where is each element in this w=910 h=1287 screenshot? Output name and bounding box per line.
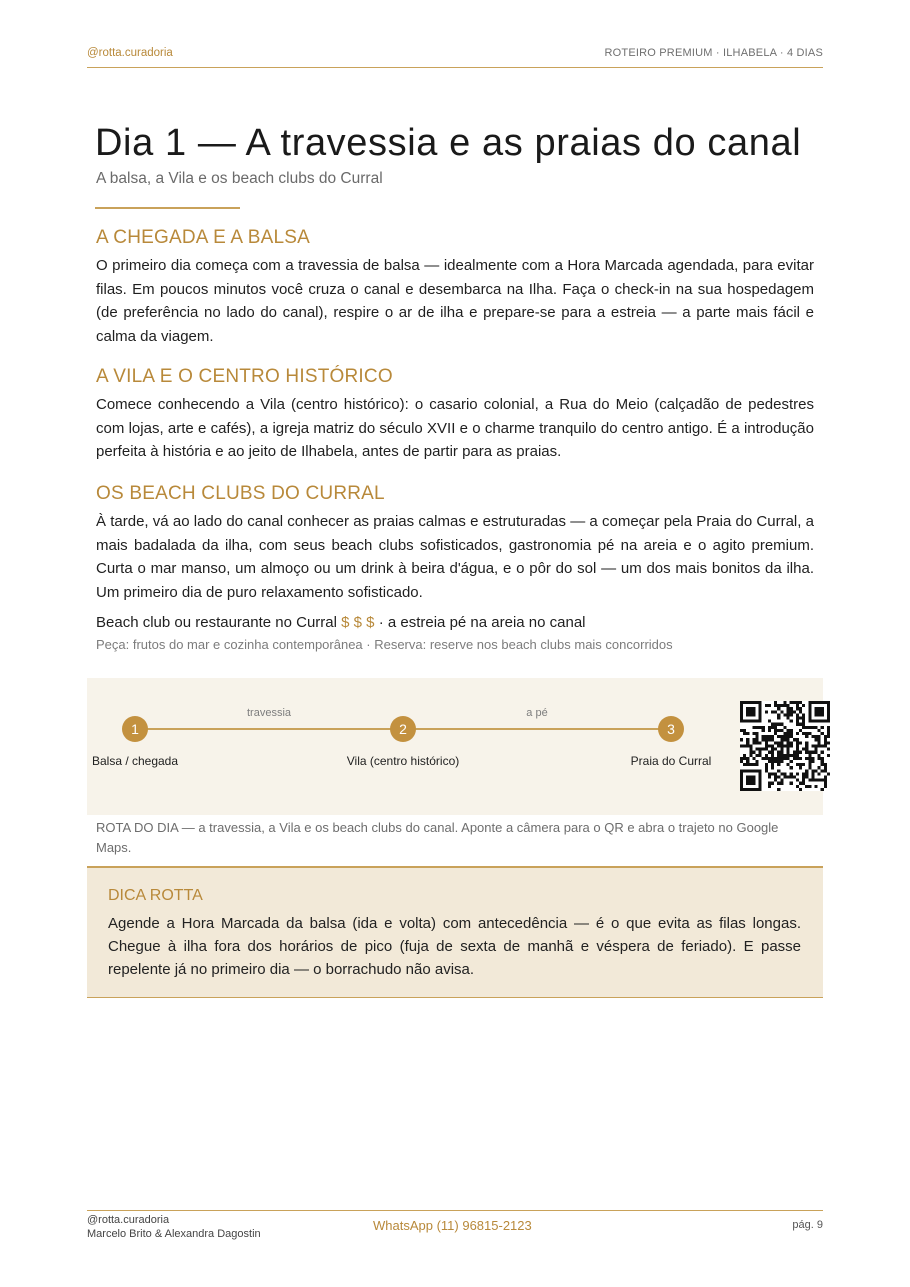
route-stop-marker-2: 2	[390, 716, 416, 742]
section-heading-arrival: A CHEGADA E A BALSA	[96, 227, 310, 248]
route-leg-label-2: a pé	[526, 707, 548, 719]
tip-body: Agende a Hora Marcada da balsa (ida e volta) com antecedência — é o que evita as filas longas. Chegue à ilha fora dos horários de pico (fuja de sexta de manhã e véspera de feriado). E passe repelente já no primeiro dia — o borrachudo não avisa.	[108, 915, 801, 978]
page-header	[87, 44, 823, 68]
qr-code-icon[interactable]	[740, 701, 830, 791]
header-doc-title: ROTEIRO PREMIUM · ILHABELA · 4 DIAS	[604, 47, 823, 59]
section-heading-beach-clubs: OS BEACH CLUBS DO CURRAL	[96, 483, 385, 504]
title-divider	[95, 207, 240, 209]
route-caption: ROTA DO DIA — a travessia, a Vila e os beach clubs do canal. Aponte a câmera para o QR e abra o trajeto no Google Maps.	[96, 820, 779, 855]
route-stop-label-3: Praia do Curral	[630, 754, 712, 768]
page-subtitle: A balsa, a Vila e os beach clubs do Curral	[96, 170, 383, 187]
section-body-arrival: O primeiro dia começa com a travessia de balsa — idealmente com a Hora Marcada agendada, para evitar filas. Em poucos minutos você cruza o canal e desembarca na Ilha. Faça o check-in na sua hospedagem (de preferência no lado do canal), respire o ar de ilha e prepare-se para a estreia — a parte mais fácil e calma da viagem.	[96, 257, 814, 345]
tip-heading: DICA ROTTA	[108, 887, 203, 904]
route-map	[87, 678, 823, 815]
page-title: Dia 1 — A travessia e as praias do canal	[95, 122, 802, 164]
header-handle: @rotta.curadoria	[87, 47, 173, 59]
section-body-vila: Comece conhecendo a Vila (centro histórico): o casario colonial, a Rua do Meio (calçadão de pedestres com lojas, arte e cafés), a igreja matriz do século XVII e o charme tranquilo do centro antigo. É a introdução perfeita à história e ao jeito de Ilhabela, antes de partir para as praias.	[96, 396, 814, 460]
page-footer	[87, 1210, 823, 1240]
route-leg-line-1	[135, 728, 403, 730]
route-stop-label-1: Balsa / chegada	[91, 754, 179, 768]
page-number: pág. 9	[792, 1219, 823, 1231]
route-stop-marker-1: 1	[122, 716, 148, 742]
price-level: $ $ $	[341, 614, 375, 631]
recommendation-line	[96, 614, 586, 631]
route-stop-label-2: Vila (centro histórico)	[346, 754, 460, 768]
section-body-beach-clubs: À tarde, vá ao lado do canal conhecer as praias calmas e estruturadas — a começar pela Praia do Curral, a mais badalada da ilha, com seus beach clubs sofisticados, gastronomia pé na areia e o agito premium. Curta o mar manso, um almoço ou um drink à beira d'água, e o pôr do sol — um dos mais bonitos da ilha. Um primeiro dia de puro relaxamento sofisticado.	[96, 513, 814, 601]
section-heading-vila: A VILA E O CENTRO HISTÓRICO	[96, 366, 393, 387]
route-leg-line-2	[403, 728, 671, 730]
footer-credits	[87, 1213, 261, 1241]
tip-box	[87, 866, 823, 998]
route-leg-label-1: travessia	[246, 707, 292, 719]
qr-code-graphic	[740, 701, 830, 791]
route-stop-marker-3: 3	[658, 716, 684, 742]
recommendation-note: · a estreia pé na areia no canal	[378, 614, 586, 631]
recommendation-place: Beach club ou restaurante no Curral	[96, 614, 337, 631]
recommendation-details: Peça: frutos do mar e cozinha contemporânea · Reserva: reserve nos beach clubs mais concorridos	[96, 637, 673, 652]
footer-authors: Marcelo Brito & Alexandra Dagostin	[87, 1228, 261, 1240]
footer-handle: @rotta.curadoria	[87, 1214, 170, 1226]
footer-whatsapp[interactable]: WhatsApp (11) 96815-2123	[373, 1218, 532, 1233]
